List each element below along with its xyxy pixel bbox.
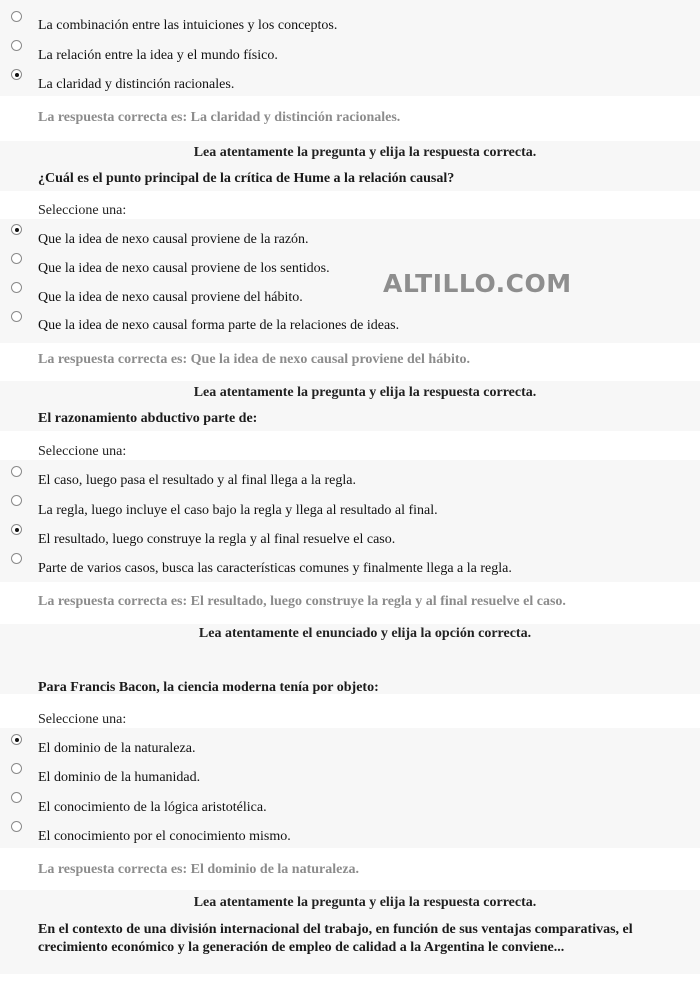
instruction-q1: Lea atentamente la pregunta y elija la respuesta correcta. bbox=[193, 145, 537, 160]
option-q2-3[interactable]: Parte de varios casos, busca las características comunes y finalmente llega a la regla. bbox=[38, 561, 512, 576]
radio-q2-opt1[interactable] bbox=[11, 495, 22, 506]
radio-q1-opt2[interactable] bbox=[11, 282, 22, 293]
radio-q0-opt2[interactable] bbox=[11, 69, 22, 80]
option-q3-2[interactable]: El conocimiento de la lógica aristotélica. bbox=[38, 800, 267, 815]
radio-q3-opt3[interactable] bbox=[11, 821, 22, 832]
option-q1-0[interactable]: Que la idea de nexo causal proviene de la razón. bbox=[38, 232, 309, 247]
option-q1-2[interactable]: Que la idea de nexo causal proviene del hábito. bbox=[38, 290, 303, 305]
option-q2-1[interactable]: La regla, luego incluye el caso bajo la regla y llega al resultado al final. bbox=[38, 503, 438, 518]
correct-answer-q1: La respuesta correcta es: Que la idea de nexo causal proviene del hábito. bbox=[38, 352, 471, 367]
option-q3-3[interactable]: El conocimiento por el conocimiento mismo. bbox=[38, 829, 291, 844]
radio-q1-opt1[interactable] bbox=[11, 253, 22, 264]
watermark-logo: ALTILLO.COM bbox=[383, 269, 572, 298]
select-one-label-q3: Seleccione una: bbox=[38, 712, 127, 727]
option-q0-2[interactable]: La claridad y distinción racionales. bbox=[38, 77, 235, 92]
question-text-q3: Para Francis Bacon, la ciencia moderna tenía por objeto: bbox=[38, 680, 379, 695]
correct-answer-q3: La respuesta correcta es: El dominio de la naturaleza. bbox=[38, 862, 360, 877]
option-q3-1[interactable]: El dominio de la humanidad. bbox=[38, 770, 201, 785]
instruction-q4: Lea atentamente la pregunta y elija la respuesta correcta. bbox=[193, 895, 537, 910]
instruction-q3: Lea atentamente el enunciado y elija la opción correcta. bbox=[198, 626, 532, 641]
option-q1-3[interactable]: Que la idea de nexo causal forma parte de la relaciones de ideas. bbox=[38, 318, 400, 333]
radio-q2-opt2[interactable] bbox=[11, 524, 22, 535]
option-q3-0[interactable]: El dominio de la naturaleza. bbox=[38, 741, 196, 756]
option-q1-1[interactable]: Que la idea de nexo causal proviene de los sentidos. bbox=[38, 261, 330, 276]
radio-q3-opt2[interactable] bbox=[11, 792, 22, 803]
select-one-label-q2: Seleccione una: bbox=[38, 444, 127, 459]
option-q0-0[interactable]: La combinación entre las intuiciones y los conceptos. bbox=[38, 18, 338, 33]
radio-q2-opt3[interactable] bbox=[11, 553, 22, 564]
correct-answer-q2: La respuesta correcta es: El resultado, luego construye la regla y al final resuelve el caso. bbox=[38, 594, 566, 609]
question-text-q2: El razonamiento abductivo parte de: bbox=[38, 411, 258, 426]
radio-q0-opt0[interactable] bbox=[11, 11, 22, 22]
radio-q2-opt0[interactable] bbox=[11, 466, 22, 477]
option-q2-0[interactable]: El caso, luego pasa el resultado y al final llega a la regla. bbox=[38, 473, 356, 488]
radio-q1-opt3[interactable] bbox=[11, 311, 22, 322]
radio-q3-opt0[interactable] bbox=[11, 734, 22, 745]
question-text-q1: ¿Cuál es el punto principal de la crítica de Hume a la relación causal? bbox=[38, 171, 455, 186]
instruction-q2: Lea atentamente la pregunta y elija la respuesta correcta. bbox=[193, 385, 537, 400]
radio-q1-opt0[interactable] bbox=[11, 224, 22, 235]
select-one-label-q1: Seleccione una: bbox=[38, 203, 127, 218]
option-q0-1[interactable]: La relación entre la idea y el mundo físico. bbox=[38, 48, 278, 63]
option-q2-2[interactable]: El resultado, luego construye la regla y al final resuelve el caso. bbox=[38, 532, 396, 547]
question-text-q4: En el contexto de una división internacional del trabajo, en función de sus ventajas comparativas, el crecimiento económico y la generación de empleo de calidad a la Argentina le conviene... bbox=[38, 922, 633, 955]
correct-answer-q0: La respuesta correcta es: La claridad y distinción racionales. bbox=[38, 110, 401, 125]
radio-q3-opt1[interactable] bbox=[11, 763, 22, 774]
radio-q0-opt1[interactable] bbox=[11, 40, 22, 51]
